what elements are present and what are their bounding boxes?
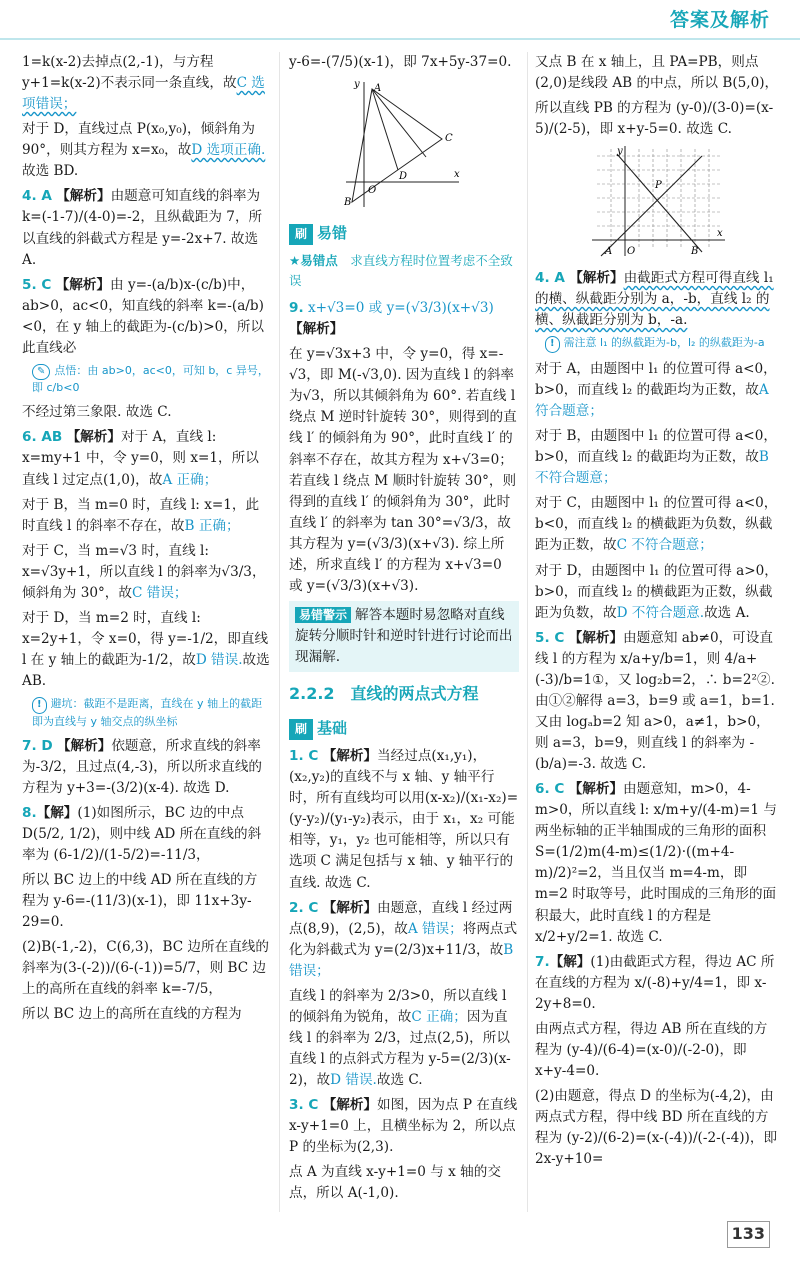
error-point: [289, 251, 519, 290]
page-header: [0, 0, 800, 40]
highlight: C 选项错误；: [22, 75, 265, 113]
line-pa: [601, 156, 702, 256]
answer-text: (1)如图所示，BC 边的中点 D(5/2, 1/2)，则中线 AD 所在直线的斜率为 (6-1/2)/(1-5/2)=-11/3，: [22, 804, 262, 863]
solution-tag: 【解】: [549, 953, 591, 970]
solution-tag: 【解】: [36, 804, 78, 821]
text: 故选 BD.: [22, 163, 79, 180]
highlight: A 错误；: [407, 920, 463, 937]
text: 对于 D，直线过点 P(x₀,y₀)，倾斜角为 90°，则其方程为 x=x₀，故: [22, 121, 255, 159]
highlight: C 正确；: [411, 1008, 467, 1025]
tip-text: 点悟：由 ab>0，ac<0，可知 b，c 异号，即 c/b<0: [32, 363, 269, 395]
paragraph: [535, 493, 779, 556]
triangle-abc: [352, 89, 442, 202]
highlight: B 正确；: [184, 517, 240, 534]
paragraph: [535, 561, 779, 624]
label-y: y: [354, 79, 360, 91]
tip-text: 避坑：截距不是距离，直线在 y 轴上的截距即为直线与 y 轴交点的纵坐标: [32, 697, 263, 728]
answer-text: 对于 A，直线 l: x=my+1 中，令 y=0，则 x=1，所以直线 l 过定点(1,0)，故: [22, 429, 259, 488]
question-2: [289, 898, 519, 982]
analysis-tag: 【解析】: [289, 321, 344, 338]
answer-text: 如图，因为点 P 在直线 x-y+1=0 上，且横坐标为 2，所以点 P 的坐标为(2,3).: [289, 1097, 518, 1156]
highlight: D 错误.: [330, 1072, 377, 1089]
highlight: D 错误.: [195, 652, 243, 668]
answer-text: 所以直线 PB 的方程为 (y-0)/(3-0)=(x-5)/(2-5)，即 x+y-5=0. 故选 C.: [535, 100, 774, 138]
analysis-tag: 【解析】: [66, 429, 121, 446]
answer-text: (1)由截距式方程，得边 AC 所在直线的方程为 x/(-8)+y/4=1，即 x-2y+8=0.: [535, 953, 775, 1012]
pitfall-icon: !: [545, 336, 560, 353]
question-number: 5. C: [22, 276, 52, 293]
question-number: 2. C: [289, 899, 319, 916]
column-3: [535, 52, 779, 1174]
text: 对于 B，当 m=0 时，直线 l: x=1，此时直线 l 的斜率不存在，故: [22, 496, 260, 534]
analysis-tag: 【解析】: [55, 276, 111, 293]
column-divider: [527, 52, 528, 1212]
text: 因为直线 l 的斜率为 2/3，过点(2,5)，所以直线 l 的点斜式方程为 y-5=(2/3)(x-2)，故: [289, 1008, 511, 1089]
highlight: A 正确；: [162, 471, 218, 488]
highlight: D 不符合题意.: [616, 604, 705, 621]
highlight: D 选项正确.: [191, 142, 266, 159]
altitude: [372, 89, 426, 157]
label-y: y: [617, 146, 623, 158]
tip-icon: ✎: [32, 364, 50, 381]
question-1: [289, 746, 519, 893]
header-title: 答案及解析: [669, 9, 770, 31]
text: 对于 D，当 m=2 时，直线 l: x=2y+1，令 x=0，得 y=-1/2，即直线 l 在 y 轴上的截距为-1/2，故: [22, 609, 269, 668]
grid-figure: [587, 144, 727, 262]
section-title: 2.2.2 直线的两点式方程: [289, 684, 479, 704]
answer-text: 由 y=-(a/b)x-(c/b)中，ab>0，ac<0，知直线的斜率 k=-(a/b)<0，在 y 轴上的截距为-(c/b)>0，所以此直线必: [22, 276, 265, 356]
answer-text: 由题意可知直线的斜率为 k=(-1-7)/(4-0)=-2，且纵截距为 7，所以直线的斜截式方程是 y=-2x+7. 故选 A.: [22, 188, 263, 268]
label-a: A: [605, 246, 613, 258]
answer-text: 又点 B 在 x 轴上，且 PA=PB，则点(2,0)是线段 AB 的中点，所以 B(5,0)，: [535, 54, 779, 92]
answer-highlight: x+√3=0 或 y=(√3/3)(x+√3): [307, 300, 494, 317]
triangle-figure: [344, 77, 464, 212]
question-number: 4. A: [535, 270, 565, 287]
question-number: 1. C: [289, 748, 319, 765]
label-p: P: [655, 180, 662, 192]
paragraph: [289, 986, 519, 1091]
text: 对于 B，由题图中 l₁ 的位置可得 a<0，b>0，而直线 l₂ 的截距均为正数，故: [535, 428, 777, 466]
answer-text: 在 y=√3x+3 中，令 y=0，得 x=-√3，即 M(-√3,0). 因为直线 l 的斜率为√3，所以其倾斜角为 60°. 若直线 l 绕点 M 逆时针旋转 30°，则得到的直线 l′ 的倾斜角为 90°，此时直线 l′ 的斜率不存在，故其方程为 x+√3=0；若直线 l 绕点 M 顺时针旋转 30°，则得到的直线 l′ 的倾斜角为 30°，此时直线 l′ 的斜率为 tan 30°=√3/3，故其方程为 y=(√3/3)(x+√3). 综上所述，所求直线 l′ 的方程为 x+√3=0 或 y=(√3/3)(x+√3).: [289, 346, 517, 594]
analysis-tag: 【解析】: [569, 270, 624, 287]
answer-text: y-6=-(7/5)(x-1)，即 7x+5y-37=0.: [289, 54, 512, 70]
question-3: [289, 1095, 519, 1158]
analysis-tag: 【解析】: [568, 781, 624, 798]
label-a: A: [374, 83, 382, 95]
question-8: [22, 803, 270, 866]
answer-text: 由题意，直线 l 经过两点(8,9)，(2,5)，故: [289, 899, 513, 937]
tip-text: 需注意 l₁ 的纵截距为-b，l₂ 的纵截距为-a: [563, 336, 765, 350]
question-number: 3. C: [289, 1097, 319, 1114]
label-x: x: [717, 228, 723, 240]
label-o: O: [627, 246, 636, 258]
highlight: B 不符合题意；: [535, 449, 769, 487]
section-title: 基础: [317, 718, 348, 737]
question-4: [22, 186, 270, 270]
question-number: 7. D: [22, 737, 53, 754]
answer-text: 当经过点(x₁,y₁)，(x₂,y₂)的直线不与 x 轴、y 轴平行时，所有直线均可以用(x-x₂)/(x₁-x₂)=(y-y₂)/(y₁-y₂)表示，由于 x₁，x₂ 可能相等，y₁，y₂ 也可能相等，所以只有选项 C 满足包括与 x 轴、y 轴平行的直线. 故选 C.: [289, 748, 519, 891]
question-number: 6. AB: [22, 429, 63, 446]
answer-text: 由截距式方程可得直线 l₁ 的横、纵截距分别为 a，-b，直线 l₂ 的横、纵截距分别为 b，-a.: [535, 270, 774, 329]
answer-text: 点 A 为直线 x-y+1=0 与 x 轴的交点，所以 A(-1,0).: [289, 1164, 501, 1202]
section-badge: 刷: [289, 224, 313, 245]
question-5: [535, 628, 779, 775]
section-title: 易错: [317, 224, 348, 243]
error-text: 求直线方程时位置考虑不全致误: [289, 253, 513, 288]
pitfall-icon: !: [32, 697, 47, 714]
question-4: [535, 268, 779, 331]
text: 故选 C.: [376, 1072, 423, 1089]
answer-text: 不经过第三象限. 故选 C.: [22, 404, 172, 421]
label-o: O: [368, 185, 377, 197]
paragraph: [22, 608, 270, 692]
section-heading: [289, 717, 519, 740]
answer-text: (2)由题意，得点 D 的坐标为(-4,2)，由两点式方程，得中线 BD 所在直线的方程为 (y-2)/(6-2)=(x-(-4))/(-2-(-4))，即 2x-y+10=: [535, 1088, 778, 1168]
answer-text: 所以 BC 边上的高所在直线的方程为: [22, 1006, 242, 1023]
analysis-tag: 【解析】: [56, 188, 111, 205]
tip-note: [32, 363, 270, 396]
paragraph: [22, 52, 270, 115]
text: 直线 l 的斜率为 2/3>0，所以直线 l 的倾斜角为锐角，故: [289, 987, 507, 1025]
text: 对于 C，由题图中 l₁ 的位置可得 a<0，b<0，而直线 l₂ 的横截距为负数，纵截距为正数，故: [535, 495, 778, 554]
text: 1=k(x-2)去掉点(2,-1)，与方程 y+1=k(x-2)不表示同一条直线，故: [22, 54, 237, 92]
answer-text: 将两点式化为斜截式为 y=(2/3)x+11/3，故: [289, 920, 518, 958]
question-5: [22, 275, 270, 359]
analysis-tag: 【解析】: [322, 748, 378, 765]
label-x: x: [454, 169, 460, 181]
highlight: C 错误；: [131, 584, 188, 601]
question-number: 6. C: [535, 781, 565, 798]
question-number: 9.: [289, 300, 304, 317]
warning-box: [289, 601, 519, 672]
text: 对于 A，由题图中 l₁ 的位置可得 a<0，b>0，而直线 l₂ 的截距均为正数，故: [535, 360, 777, 398]
label-b: B: [344, 197, 352, 209]
label-b: B: [691, 246, 699, 258]
paragraph: [22, 119, 270, 182]
header-rule: [0, 38, 800, 40]
page-number: 133: [727, 1221, 770, 1248]
answer-text: 所以 BC 边上的中线 AD 所在直线的方程为 y-6=-(11/3)(x-1)，即 11x+3y-29=0.: [22, 871, 258, 931]
paragraph: [535, 359, 779, 422]
question-number: 7.: [535, 953, 550, 970]
answer-text: 由题意知 ab≠0，可设直线 l 的方程为 x/a+y/b=1，则 4/a+(-3)/b=1①，又 log₂b=2，∴ b=2²②. 由①②解得 a=3，b=9 或 a=1，b=1. 又由 logₐb=2 知 a>0，a≠1，b>0，则 a=3，b=9，则直线 l 的斜率为 -(b/a)=-3. 故选 C.: [535, 629, 775, 773]
question-7: [535, 952, 779, 1015]
pitfall-note: [32, 696, 270, 729]
grid: [597, 149, 722, 249]
error-label: ★易错点: [289, 253, 338, 269]
answer-text: 由两点式方程，得边 AB 所在直线的方程为 (y-4)/(6-4)=(x-0)/(-2-0)，即 x+y-4=0.: [535, 1020, 768, 1079]
paragraph: [22, 541, 270, 604]
answer-text: 由题意知，m>0，4-m>0，所以直线 l: x/m+y/(4-m)=1 与两坐标轴的正半轴围成的三角形的面积 S=(1/2)m(4-m)≤(1/2)·((m+4-m)/2)²=2，当且仅当 m=4-m，即 m=2 时取等号，此时围成的三角形的面积最大，此时直线 l 的方程是 x/2+y/2=1. 故选 C.: [535, 781, 777, 945]
analysis-tag: 【解析】: [568, 629, 624, 646]
analysis-tag: 【解析】: [322, 899, 378, 916]
highlight: A 符合题意；: [535, 382, 769, 420]
paragraph: [535, 426, 779, 489]
column-2: [289, 52, 519, 1208]
warning-text: 解答本题时易忽略对直线旋转分顺时针和逆时针进行讨论而出现漏解.: [295, 606, 513, 666]
warning-tag: 易错警示: [295, 607, 351, 623]
text: 故选 A.: [704, 604, 750, 621]
highlight: B 错误；: [289, 941, 514, 979]
answer-text: (2)B(-1,-2)，C(6,3)，BC 边所在直线的斜率为(3-(-2))/(6-(-1))=5/7，则 BC 边上的高所在直线的斜率 k=-7/5，: [22, 939, 269, 998]
paragraph: [22, 495, 270, 537]
label-c: C: [445, 133, 453, 145]
median-ad: [372, 89, 398, 170]
question-7: [22, 736, 270, 799]
answer-text: 依题意，所求直线的斜率为-3/2，且过点(4,-3)，所以所求直线的方程为 y+3=-(3/2)(x-4). 故选 D.: [22, 737, 263, 796]
question-number: 5. C: [535, 629, 565, 646]
column-1: [22, 52, 270, 1029]
section-heading: [289, 222, 519, 245]
column-divider: [279, 52, 280, 1212]
analysis-tag: 【解析】: [56, 737, 112, 754]
question-9: [289, 298, 519, 340]
analysis-tag: 【解析】: [322, 1097, 378, 1114]
highlight: C 不符合题意；: [616, 537, 713, 554]
text: 对于 C，当 m=√3 时，直线 l: x=√3y+1，所以直线 l 的斜率为√3/3，倾斜角为 30°，故: [22, 542, 266, 601]
section-badge: 刷: [289, 719, 313, 740]
question-number: 4. A: [22, 188, 52, 205]
question-6: [535, 779, 779, 948]
text: 故选 AB.: [22, 652, 270, 690]
question-number: 8.: [22, 804, 37, 821]
text: 对于 D，由题图中 l₁ 的位置可得 a>0，b>0，而直线 l₂ 的横截距为正数，纵截距为负数，故: [535, 562, 778, 621]
pitfall-note: [545, 335, 779, 353]
label-d: D: [399, 171, 408, 183]
question-6: [22, 427, 270, 490]
